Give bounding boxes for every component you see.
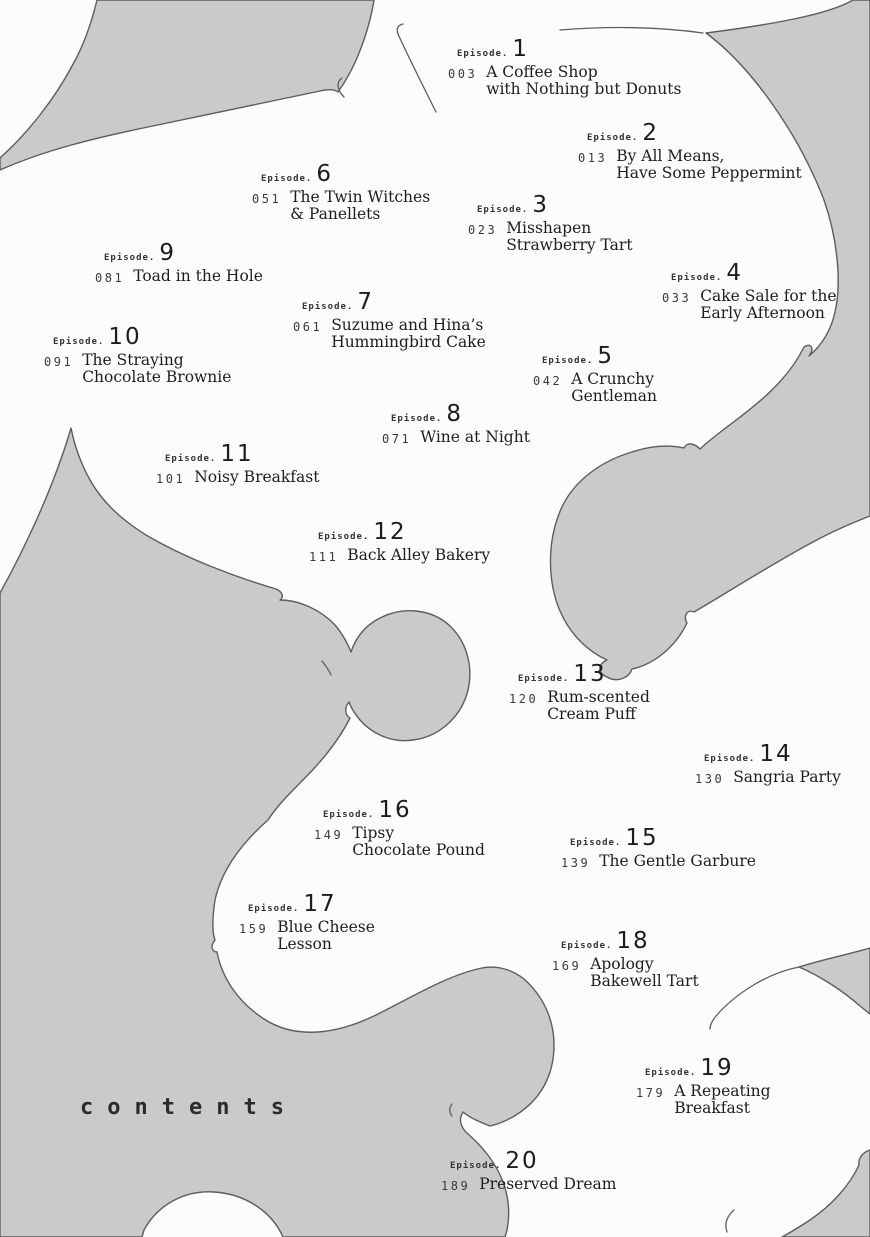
toc-entry-episode-13 [509, 661, 650, 723]
contents-title: contents [80, 1095, 298, 1120]
toc-entry-episode-8 [382, 401, 530, 446]
episode-label: Episode. [165, 454, 217, 464]
page-number: 139 [561, 856, 591, 870]
toc-entry-episode-4 [662, 260, 837, 322]
toc-entry-episode-17 [239, 891, 375, 953]
page-number: 120 [509, 692, 539, 706]
title-line: Apology [590, 955, 654, 973]
page-number: 023 [468, 223, 498, 237]
episode-heading [587, 120, 802, 146]
episode-heading [518, 661, 650, 687]
page-number: 081 [95, 271, 125, 285]
episode-label: Episode. [542, 356, 594, 366]
page-number: 101 [156, 472, 186, 486]
episode-label: Episode. [645, 1068, 697, 1078]
title-line: Tipsy [352, 824, 395, 842]
episode-number: 9 [159, 240, 176, 266]
episode-title [420, 429, 530, 446]
episode-title [486, 64, 681, 98]
episode-body [252, 189, 430, 223]
episode-heading [450, 1148, 616, 1174]
episode-heading [165, 441, 319, 467]
episode-number: 18 [616, 928, 650, 954]
episode-title [347, 547, 490, 564]
episode-title [479, 1176, 616, 1193]
episode-body [448, 64, 681, 98]
episode-heading [542, 343, 657, 369]
page-number: 189 [441, 1179, 471, 1193]
episode-body [533, 371, 657, 405]
page-number: 061 [293, 320, 323, 334]
episode-heading [671, 260, 837, 286]
toc-entry-episode-14 [695, 741, 841, 786]
title-line: Suzume and Hina’s [331, 316, 484, 334]
page-number: 042 [533, 374, 563, 388]
title-line: The Straying [82, 351, 184, 369]
title-line: By All Means, [616, 147, 725, 165]
episode-title [194, 469, 319, 486]
page-number: 130 [695, 772, 725, 786]
episode-heading [704, 741, 841, 767]
title-line: & Panellets [290, 205, 381, 223]
episode-title [352, 825, 485, 859]
episode-title [290, 189, 430, 223]
title-line: Early Afternoon [700, 304, 825, 322]
episode-label: Episode. [587, 133, 639, 143]
episode-heading [561, 928, 699, 954]
title-line: Breakfast [674, 1099, 750, 1117]
episode-number: 1 [512, 36, 529, 62]
episode-body [441, 1176, 616, 1193]
episode-body [239, 919, 375, 953]
episode-body [156, 469, 319, 486]
episode-number: 19 [700, 1055, 734, 1081]
episode-title [616, 148, 802, 182]
episode-body [636, 1083, 771, 1117]
toc-entry-episode-2 [578, 120, 802, 182]
episode-title [331, 317, 486, 351]
episode-title [277, 919, 375, 953]
title-line: Wine at Night [420, 428, 530, 446]
episode-label: Episode. [248, 904, 300, 914]
episode-label: Episode. [518, 674, 570, 684]
toc-entry-episode-11 [156, 441, 319, 486]
episode-body [293, 317, 486, 351]
title-line: The Twin Witches [290, 188, 431, 206]
episode-heading [477, 192, 633, 218]
episode-body [509, 689, 650, 723]
episode-label: Episode. [671, 273, 723, 283]
blob-top-left [0, 0, 374, 170]
toc-entry-episode-10 [44, 324, 231, 386]
toc-entry-episode-20 [441, 1148, 616, 1193]
episode-number: 2 [642, 120, 659, 146]
episode-number: 8 [446, 401, 463, 427]
title-line: with Nothing but Donuts [486, 80, 682, 98]
episode-heading [248, 891, 375, 917]
toc-entry-episode-12 [309, 519, 490, 564]
episode-label: Episode. [561, 941, 613, 951]
title-line: Toad in the Hole [133, 267, 263, 285]
episode-body [552, 956, 699, 990]
episode-label: Episode. [318, 532, 370, 542]
whisker-right-arc [710, 967, 799, 1029]
episode-heading [457, 36, 681, 62]
episode-title [547, 689, 650, 723]
episode-number: 17 [303, 891, 337, 917]
episode-title [700, 288, 836, 322]
episode-title [82, 352, 231, 386]
title-line: A Repeating [674, 1082, 771, 1100]
episode-body [314, 825, 485, 859]
toc-entry-episode-15 [561, 825, 756, 870]
title-line: Chocolate Brownie [82, 368, 232, 386]
episode-heading [323, 797, 485, 823]
title-line: Blue Cheese [277, 918, 375, 936]
episode-label: Episode. [391, 414, 443, 424]
episode-number: 20 [505, 1148, 539, 1174]
episode-label: Episode. [323, 810, 375, 820]
title-line: Lesson [277, 935, 332, 953]
blob-right-sliver [799, 948, 870, 1014]
title-line: A Coffee Shop [486, 63, 598, 81]
episode-heading [570, 825, 756, 851]
episode-heading [645, 1055, 771, 1081]
toc-entry-episode-1 [448, 36, 681, 98]
title-line: Cake Sale for the [700, 287, 837, 305]
blob-top-right [550, 0, 870, 680]
episode-body [578, 148, 802, 182]
page-number: 013 [578, 151, 608, 165]
blob-bottom-right [782, 1150, 870, 1237]
episode-title [733, 769, 841, 786]
toc-entry-episode-19 [636, 1055, 771, 1117]
page-number: 179 [636, 1086, 666, 1100]
toc-entry-episode-9 [95, 240, 263, 285]
title-line: Cream Puff [547, 705, 636, 723]
whisker-curl-top [397, 24, 436, 112]
page-number: 003 [448, 67, 478, 81]
episode-number: 14 [759, 741, 793, 767]
episode-number: 4 [726, 260, 743, 286]
episode-number: 13 [573, 661, 607, 687]
title-line: Strawberry Tart [506, 236, 633, 254]
episode-number: 5 [597, 343, 614, 369]
episode-body [662, 288, 837, 322]
episode-title [506, 220, 632, 254]
episode-body [44, 352, 231, 386]
episode-label: Episode. [53, 337, 105, 347]
episode-number: 16 [378, 797, 412, 823]
episode-body [95, 268, 263, 285]
title-line: Noisy Breakfast [194, 468, 320, 486]
title-line: Hummingbird Cake [331, 333, 486, 351]
episode-title [599, 853, 756, 870]
title-line: Gentleman [571, 387, 658, 405]
episode-body [468, 220, 633, 254]
episode-label: Episode. [104, 253, 156, 263]
title-line: Preserved Dream [479, 1175, 617, 1193]
title-line: Chocolate Pound [352, 841, 485, 859]
toc-entry-episode-16 [314, 797, 485, 859]
episode-number: 3 [532, 192, 549, 218]
toc-entry-episode-7 [293, 289, 486, 351]
episode-number: 10 [108, 324, 142, 350]
title-line: Rum-scented [547, 688, 650, 706]
episode-label: Episode. [477, 205, 529, 215]
page-number: 149 [314, 828, 344, 842]
episode-body [382, 429, 530, 446]
episode-label: Episode. [450, 1161, 502, 1171]
episode-label: Episode. [302, 302, 354, 312]
episode-number: 7 [357, 289, 374, 315]
title-line: The Gentle Garbure [599, 852, 756, 870]
title-line: Back Alley Bakery [347, 546, 491, 564]
page-number: 111 [309, 550, 339, 564]
title-line: A Crunchy [571, 370, 654, 388]
episode-title [133, 268, 263, 285]
whisker-top-right [560, 28, 703, 33]
episode-number: 6 [316, 161, 333, 187]
episode-number: 15 [625, 825, 659, 851]
page-number: 091 [44, 355, 74, 369]
title-line: Misshapen [506, 219, 592, 237]
episode-heading [391, 401, 530, 427]
episode-label: Episode. [570, 838, 622, 848]
episode-label: Episode. [261, 174, 313, 184]
episode-title [571, 371, 657, 405]
hook-bottom-right [726, 1210, 734, 1232]
title-line: Bakewell Tart [590, 972, 699, 990]
episode-heading [318, 519, 490, 545]
episode-heading [104, 240, 263, 266]
toc-entry-episode-3 [468, 192, 633, 254]
episode-label: Episode. [704, 754, 756, 764]
episode-heading [53, 324, 231, 350]
episode-heading [261, 161, 430, 187]
episode-label: Episode. [457, 49, 509, 59]
toc-entry-episode-5 [533, 343, 657, 405]
episode-body [695, 769, 841, 786]
page-number: 169 [552, 959, 582, 973]
episode-number: 12 [373, 519, 407, 545]
episode-heading [302, 289, 486, 315]
episode-body [309, 547, 490, 564]
page-number: 071 [382, 432, 412, 446]
toc-entry-episode-6 [252, 161, 430, 223]
page-number: 159 [239, 922, 269, 936]
page-number: 051 [252, 192, 282, 206]
title-line: Have Some Peppermint [616, 164, 802, 182]
toc-entry-episode-18 [552, 928, 699, 990]
episode-title [674, 1083, 770, 1117]
page-number: 033 [662, 291, 692, 305]
episode-number: 11 [220, 441, 254, 467]
episode-title [590, 956, 699, 990]
title-line: Sangria Party [733, 768, 841, 786]
